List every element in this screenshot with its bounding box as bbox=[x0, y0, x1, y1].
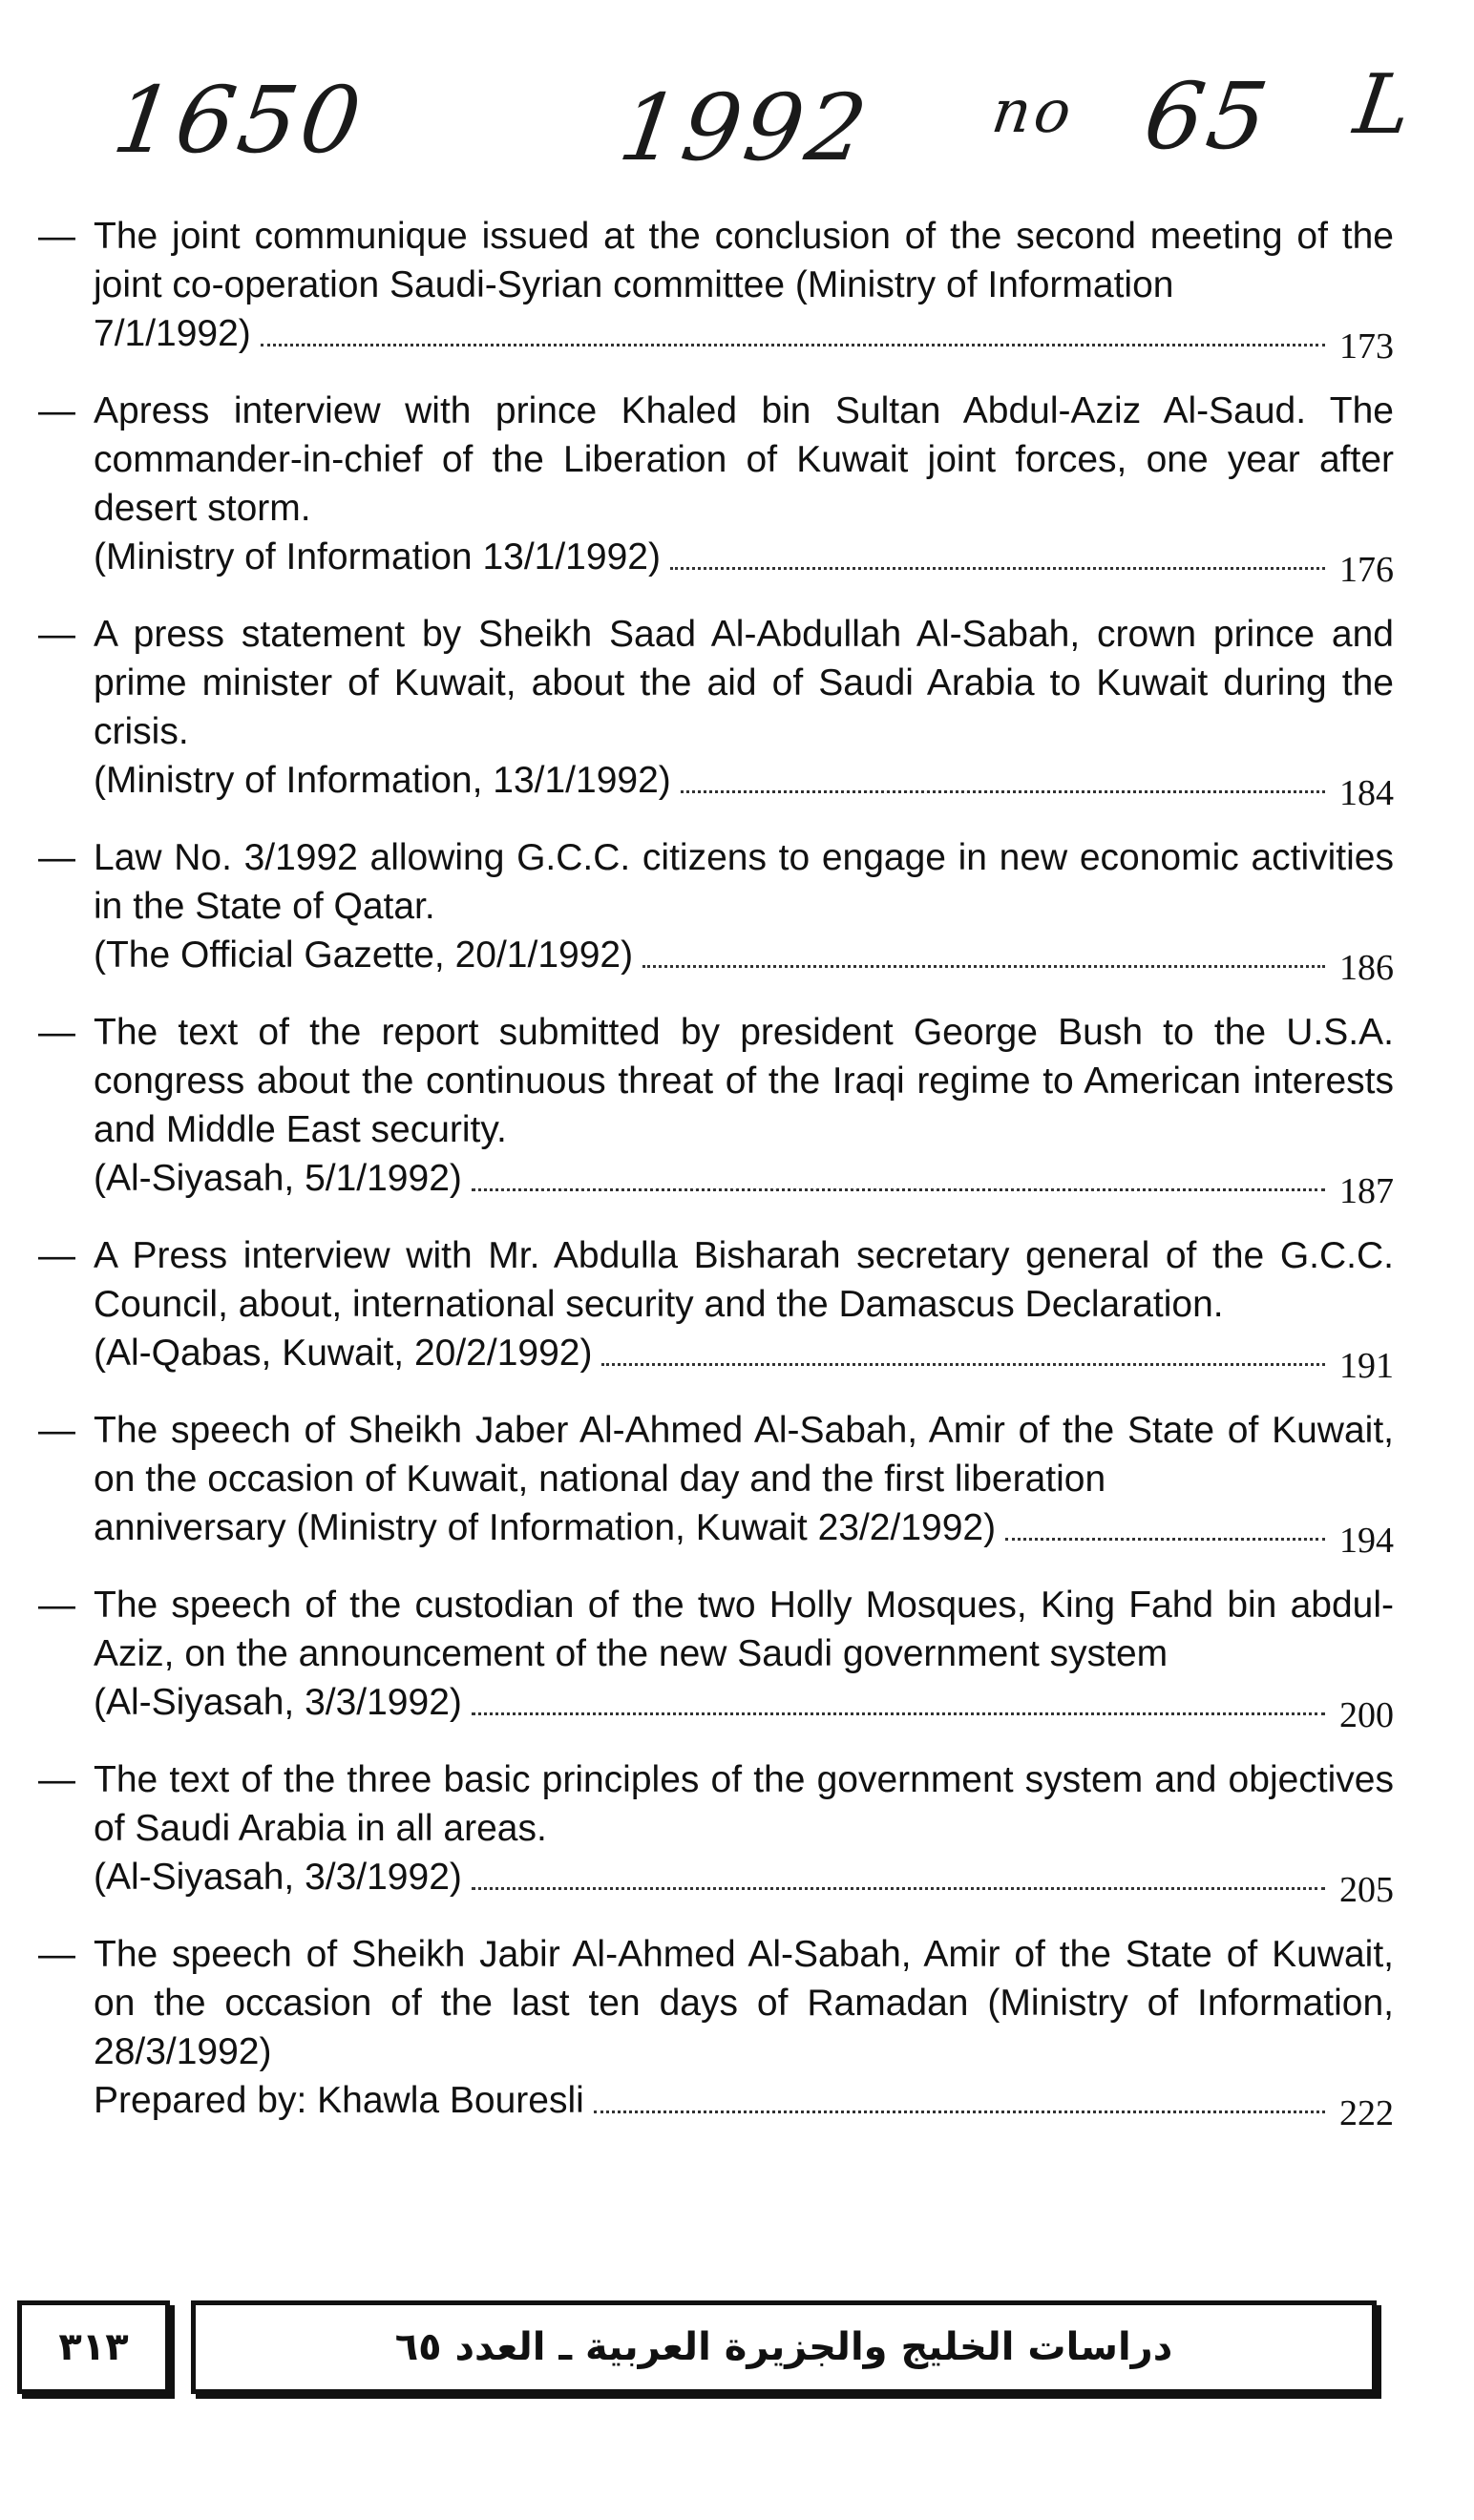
entry-page-number: 205 bbox=[1339, 1870, 1394, 1910]
entry-source: (Al-Siyasah, 3/3/1992) bbox=[94, 1857, 462, 1898]
entry-source: (Al-Qabas, Kuwait, 20/2/1992) bbox=[94, 1333, 593, 1374]
entry-dash: — bbox=[38, 390, 75, 431]
entry-source-line bbox=[94, 2076, 1394, 2133]
entry-source-line bbox=[94, 1853, 1394, 1910]
entry-source: (Al-Siyasah, 5/1/1992) bbox=[94, 1158, 462, 1199]
entry-source-line bbox=[94, 1329, 1394, 1386]
page-number-box bbox=[17, 2300, 170, 2394]
entry-source: 7/1/1992) bbox=[94, 313, 251, 354]
dot-leader bbox=[601, 1362, 1325, 1366]
entry-description: The speech of Sheikh Jabir Al-Ahmed Al-Sabah, Amir of the State of Kuwait, on the occasion of the last ten days of Ramadan (Ministry of Information, 28/3/1992) bbox=[94, 1934, 1394, 2072]
entry-description: The text of the three basic principles of the government system and objectives of Saudi Arabia in all areas. bbox=[94, 1759, 1394, 1849]
entry-page-number: 173 bbox=[1339, 326, 1394, 367]
dot-leader bbox=[670, 566, 1325, 570]
entry-dash: — bbox=[38, 1585, 75, 1626]
dot-leader bbox=[472, 1187, 1325, 1191]
entry-dash: — bbox=[38, 1012, 75, 1053]
entry-source: (Al-Siyasah, 3/3/1992) bbox=[94, 1682, 462, 1723]
dot-leader bbox=[472, 1886, 1325, 1890]
entry-dash: — bbox=[38, 1759, 75, 1800]
entry-source-line bbox=[94, 1154, 1394, 1211]
journal-title-box bbox=[191, 2300, 1377, 2394]
dot-leader bbox=[594, 2110, 1325, 2113]
entry-source: (The Official Gazette, 20/1/1992) bbox=[94, 934, 634, 976]
handwritten-issue: 65 bbox=[1138, 63, 1278, 170]
entry-page-number: 194 bbox=[1339, 1521, 1394, 1561]
entry-source-line bbox=[94, 1678, 1394, 1735]
entry-description: The text of the report submitted by president George Bush to the U.S.A. congress about the continuous threat of the Iraqi regime to American interests and Middle East security. bbox=[94, 1012, 1394, 1150]
entry-source: Prepared by: Khawla Bouresli bbox=[94, 2080, 584, 2121]
entry-dash: — bbox=[38, 1934, 75, 1975]
entry-dash: — bbox=[38, 837, 75, 878]
entry-dash: — bbox=[38, 216, 75, 257]
toc-entry bbox=[38, 833, 1394, 988]
handwritten-year: 1992 bbox=[613, 74, 877, 181]
dot-leader bbox=[681, 789, 1325, 793]
entry-description: Apress interview with prince Khaled bin Sultan Abdul-Aziz Al-Saud. The commander-in-chief of the Liberation of Kuwait joint forces, one year after desert storm. bbox=[94, 390, 1394, 529]
entry-description: A Press interview with Mr. Abdulla Bisharah secretary general of the G.C.C. Council, about, international security and the Damascus Declaration. bbox=[94, 1235, 1394, 1325]
entry-page-number: 184 bbox=[1339, 773, 1394, 813]
handwritten-letter: L bbox=[1348, 57, 1421, 153]
entry-description: Law No. 3/1992 allowing G.C.C. citizens to engage in new economic activities in the State of Qatar. bbox=[94, 837, 1394, 927]
entry-page-number: 200 bbox=[1339, 1695, 1394, 1735]
table-of-contents bbox=[38, 212, 1394, 2153]
toc-entry bbox=[38, 1581, 1394, 1735]
entry-source-line bbox=[94, 1503, 1394, 1561]
dot-leader bbox=[261, 343, 1325, 346]
entry-source-line bbox=[94, 309, 1394, 367]
toc-entry bbox=[38, 1930, 1394, 2133]
footer-page-number: ٣١٣ bbox=[58, 2325, 129, 2369]
entry-source-line bbox=[94, 533, 1394, 590]
handwritten-annotation bbox=[0, 57, 1474, 200]
entry-dash: — bbox=[38, 1235, 75, 1276]
entry-source: (Ministry of Information, 13/1/1992) bbox=[94, 760, 671, 801]
entry-description: The speech of Sheikh Jaber Al-Ahmed Al-Sabah, Amir of the State of Kuwait, on the occasion of Kuwait, national day and the first liberation bbox=[94, 1410, 1394, 1500]
toc-entry bbox=[38, 1008, 1394, 1211]
dot-leader bbox=[1005, 1537, 1325, 1541]
entry-dash: — bbox=[38, 1410, 75, 1451]
toc-entry bbox=[38, 387, 1394, 590]
dot-leader bbox=[642, 964, 1325, 968]
entry-page-number: 191 bbox=[1339, 1346, 1394, 1386]
dot-leader bbox=[472, 1712, 1325, 1715]
entry-description: A press statement by Sheikh Saad Al-Abdullah Al-Sabah, crown prince and prime minister of Kuwait, about the aid of Saudi Arabia to Kuwait during the crisis. bbox=[94, 614, 1394, 752]
page-footer bbox=[0, 2300, 1474, 2396]
entry-page-number: 222 bbox=[1339, 2093, 1394, 2133]
entry-source: anniversary (Ministry of Information, Kuwait 23/2/1992) bbox=[94, 1507, 997, 1548]
entry-dash: — bbox=[38, 614, 75, 655]
toc-entry bbox=[38, 610, 1394, 813]
journal-title: دراسات الخليج والجزيرة العربية ـ العدد ٦٥ bbox=[394, 2325, 1173, 2369]
handwritten-number-label: no bbox=[987, 76, 1080, 146]
toc-entry bbox=[38, 212, 1394, 367]
toc-entry bbox=[38, 1406, 1394, 1561]
entry-source: (Ministry of Information 13/1/1992) bbox=[94, 536, 661, 578]
toc-entry bbox=[38, 1231, 1394, 1386]
entry-source-line bbox=[94, 931, 1394, 988]
entry-description: The speech of the custodian of the two Holly Mosques, King Fahd bin abdul-Aziz, on the announcement of the new Saudi government system bbox=[94, 1585, 1394, 1674]
handwritten-reference: 1650 bbox=[107, 67, 371, 174]
entry-page-number: 176 bbox=[1339, 550, 1394, 590]
toc-entry bbox=[38, 1755, 1394, 1910]
entry-page-number: 186 bbox=[1339, 948, 1394, 988]
entry-page-number: 187 bbox=[1339, 1171, 1394, 1211]
entry-source-line bbox=[94, 756, 1394, 813]
entry-description: The joint communique issued at the conclusion of the second meeting of the joint co-operation Saudi-Syrian committee (Ministry of Information bbox=[94, 216, 1394, 305]
